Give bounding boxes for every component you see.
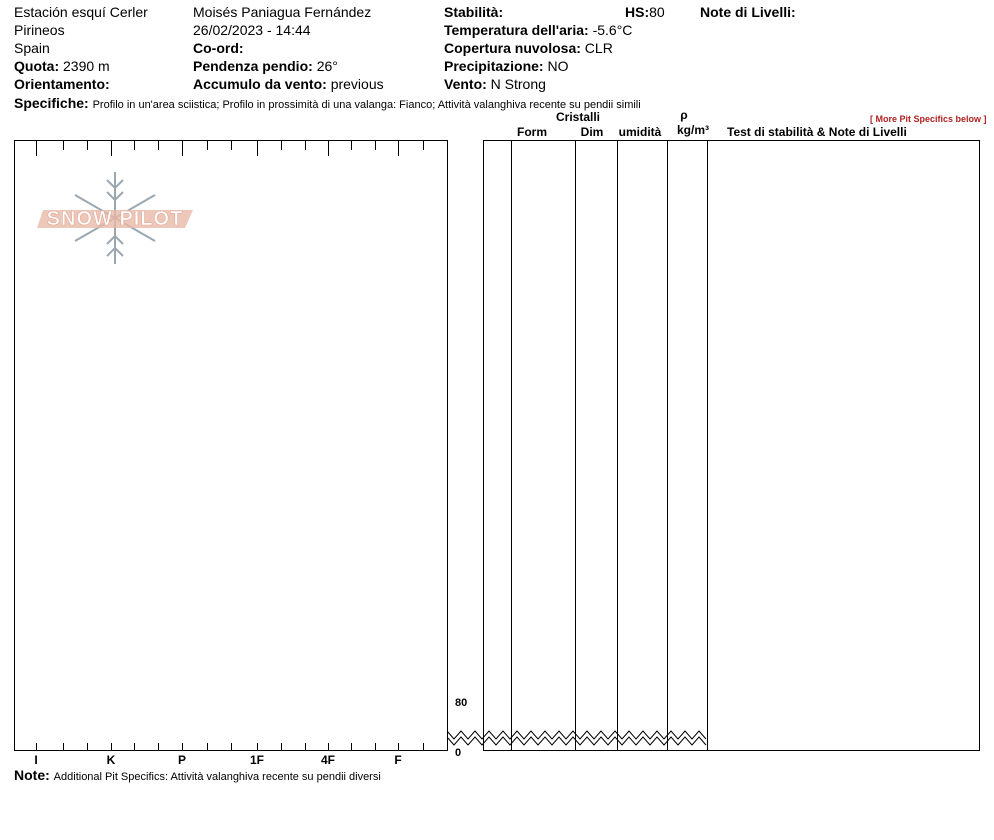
- footer-note: [14, 767, 381, 785]
- note-label: Note:: [14, 767, 50, 783]
- hardness-tick-label: 1F: [249, 753, 265, 767]
- hardness-tick-label: 4F: [320, 753, 336, 767]
- location-range: Pirineos: [14, 22, 65, 38]
- observer-name: Moisés Paniagua Fernández: [193, 4, 372, 20]
- hs-value: 80: [649, 4, 665, 20]
- layer-notes-label: Note di Livelli:: [700, 4, 796, 20]
- note-value: Additional Pit Specifics: Attività valanghiva recente su pendii diversi: [53, 771, 381, 783]
- wind-load-label: Accumulo da vento:: [193, 76, 327, 92]
- precip-value: NO: [547, 58, 569, 74]
- form-header: Form: [517, 125, 547, 139]
- depth-label-top: 80: [455, 697, 468, 709]
- air-temp-label: Temperatura dell'aria:: [444, 22, 589, 38]
- hs-label: HS:: [625, 4, 650, 20]
- crystals-header: Cristalli: [555, 110, 600, 124]
- hardness-tick-label: F: [394, 753, 402, 767]
- wind-label: Vento:: [444, 76, 487, 92]
- quota-value: 2390 m: [63, 58, 110, 74]
- cloud-value: CLR: [584, 40, 613, 56]
- hardness-tick-label: I: [34, 753, 38, 767]
- hardness-plot-frame: [15, 141, 448, 751]
- location-country: Spain: [14, 40, 50, 56]
- layer-table-columns: [512, 140, 708, 751]
- slope-label: Pendenza pendio:: [193, 58, 313, 74]
- layer-table-frame: [484, 141, 980, 751]
- specifics-value: Profilo in un'area sciistica; Profilo in prossimità di una valanga: Fianco; Attività valanghiva recente su pendii simili: [92, 99, 641, 111]
- coord-label: Co-ord:: [193, 40, 244, 56]
- dim-header: Dim: [580, 125, 604, 139]
- wind-load-value: previous: [330, 76, 384, 92]
- bottom-ticks: [37, 743, 448, 751]
- hardness-tick-label: P: [177, 753, 187, 767]
- logo-text: SNOW PILOT: [46, 208, 184, 230]
- quota-label: Quota:: [14, 58, 60, 74]
- orientation-label: Orientamento:: [14, 76, 110, 92]
- location-name: Estación esquí Cerler: [14, 4, 148, 20]
- humidity-header: umidità: [618, 125, 662, 139]
- wind-value: N Strong: [490, 76, 546, 92]
- observation-datetime: 26/02/2023 - 14:44: [193, 22, 311, 38]
- precip-label: Precipitazione:: [444, 58, 544, 74]
- rho-header: ρ: [680, 108, 688, 122]
- more-specifics-link[interactable]: [ More Pit Specifics below ]: [870, 114, 987, 124]
- depth-label-bottom: 0: [455, 747, 462, 759]
- slope-value: 26°: [316, 58, 338, 74]
- stability-label: Stabilità:: [444, 4, 504, 20]
- tests-header: Test di stabilità & Note di Livelli: [727, 125, 907, 139]
- hardness-tick-label: K: [106, 753, 116, 767]
- air-temp-value: -5.6°C: [592, 22, 633, 38]
- density-unit-header: kg/m³: [676, 123, 709, 137]
- specifics-label: Specifiche:: [14, 95, 89, 111]
- top-ticks: [37, 140, 448, 156]
- snowpilot-logo: [37, 172, 193, 264]
- cloud-label: Copertura nuvolosa:: [444, 40, 581, 56]
